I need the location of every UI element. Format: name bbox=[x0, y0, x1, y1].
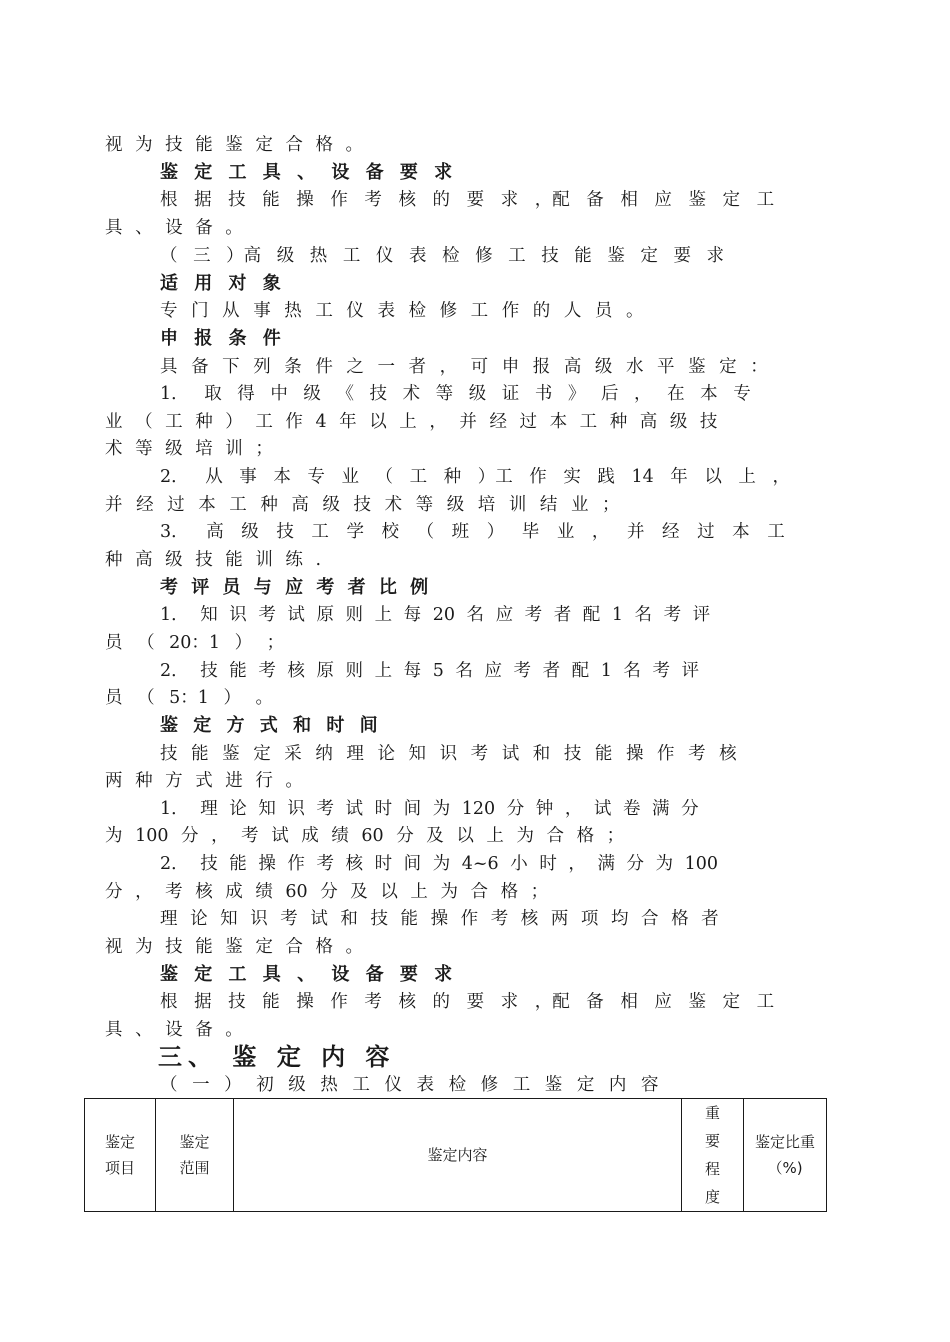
text-line: 1． 理 论 知 识 考 试 时 间 为 120 分 钟 ， 试 卷 满 分 bbox=[160, 799, 699, 819]
section-title: 三、 鉴 定 内 容 bbox=[158, 1042, 396, 1071]
section-heading: 申 报 条 件 bbox=[160, 328, 281, 349]
table-header-cell: 鉴定比重（%) bbox=[744, 1099, 827, 1212]
subsection-heading: （ 三 ）高 级 热 工 仪 表 检 修 工 技 能 鉴 定 要 求 bbox=[160, 246, 725, 266]
text-line: 1． 取 得 中 级 《 技 术 等 级 证 书 》 后 ， 在 本 专 bbox=[160, 384, 751, 404]
text-line: 视 为 技 能 鉴 定 合 格 。 bbox=[105, 135, 364, 155]
text-line: 分 ， 考 核 成 绩 60 分 及 以 上 为 合 格 ； bbox=[105, 882, 549, 902]
section-heading: 鉴 定 方 式 和 时 间 bbox=[160, 715, 378, 736]
text-line: 两 种 方 式 进 行 。 bbox=[105, 771, 303, 791]
section-heading: 考 评 员 与 应 考 者 比 例 bbox=[160, 577, 429, 598]
subsection-title: （ 一 ） 初 级 热 工 仪 表 检 修 工 鉴 定 内 容 bbox=[160, 1075, 659, 1095]
text-line: 种 高 级 技 能 训 练 . bbox=[105, 550, 322, 570]
section-heading: 适 用 对 象 bbox=[160, 273, 281, 294]
text-line: 视 为 技 能 鉴 定 合 格 。 bbox=[105, 937, 364, 957]
text-line: 根 据 技 能 操 作 考 核 的 要 求 ，配 备 相 应 鉴 定 工 bbox=[160, 992, 775, 1012]
table-header-cell: 鉴定内容 bbox=[234, 1099, 682, 1212]
text-line: 具 备 下 列 条 件 之 一 者 ， 可 申 报 高 级 水 平 鉴 定 ： bbox=[160, 357, 768, 377]
text-line: 具 、 设 备 。 bbox=[105, 218, 243, 238]
text-line: 技 能 鉴 定 采 纳 理 论 知 识 考 试 和 技 能 操 作 考 核 bbox=[160, 744, 737, 764]
content-table bbox=[84, 1098, 827, 1212]
table-header-row bbox=[85, 1099, 827, 1212]
text-line: 员 （ 5：1 ） 。 bbox=[105, 688, 274, 708]
text-line: 并 经 过 本 工 种 高 级 技 术 等 级 培 训 结 业 ； bbox=[105, 495, 620, 515]
text-line: 为 100 分 ， 考 试 成 绩 60 分 及 以 上 为 合 格 ； bbox=[105, 826, 625, 846]
table-header-cell: 鉴定项目 bbox=[85, 1099, 156, 1212]
text-line: 1． 知 识 考 试 原 则 上 每 20 名 应 考 者 配 1 名 考 评 bbox=[160, 605, 711, 625]
text-line: 术 等 级 培 训 ； bbox=[105, 439, 273, 459]
table-header-cell: 鉴定范围 bbox=[156, 1099, 234, 1212]
text-line: 理 论 知 识 考 试 和 技 能 操 作 考 核 两 项 均 合 格 者 bbox=[160, 909, 719, 929]
text-line: 3． 高 级 技 工 学 校 （ 班 ） 毕 业 ， 并 经 过 本 工 bbox=[160, 522, 785, 542]
text-line: 具 、 设 备 。 bbox=[105, 1020, 243, 1040]
text-line: 业 （ 工 种 ） 工 作 4 年 以 上 ， 并 经 过 本 工 种 高 级 技 bbox=[105, 412, 718, 432]
text-line: 2． 技 能 考 核 原 则 上 每 5 名 应 考 者 配 1 名 考 评 bbox=[160, 661, 700, 681]
table-header-cell: 重要程度 bbox=[682, 1099, 744, 1212]
section-heading: 鉴 定 工 具 、 设 备 要 求 bbox=[160, 162, 453, 183]
section-heading: 鉴 定 工 具 、 设 备 要 求 bbox=[160, 964, 453, 985]
text-line: 员 （ 20：1 ） ； bbox=[105, 633, 285, 653]
text-line: 2． 从 事 本 专 业 （ 工 种 ）工 作 实 践 14 年 以 上 ， bbox=[160, 467, 790, 487]
text-line: 根 据 技 能 操 作 考 核 的 要 求 ，配 备 相 应 鉴 定 工 bbox=[160, 190, 775, 210]
text-line: 2． 技 能 操 作 考 核 时 间 为 4~6 小 时 ， 满 分 为 100 bbox=[160, 854, 719, 874]
text-line: 专 门 从 事 热 工 仪 表 检 修 工 作 的 人 员 。 bbox=[160, 301, 644, 321]
